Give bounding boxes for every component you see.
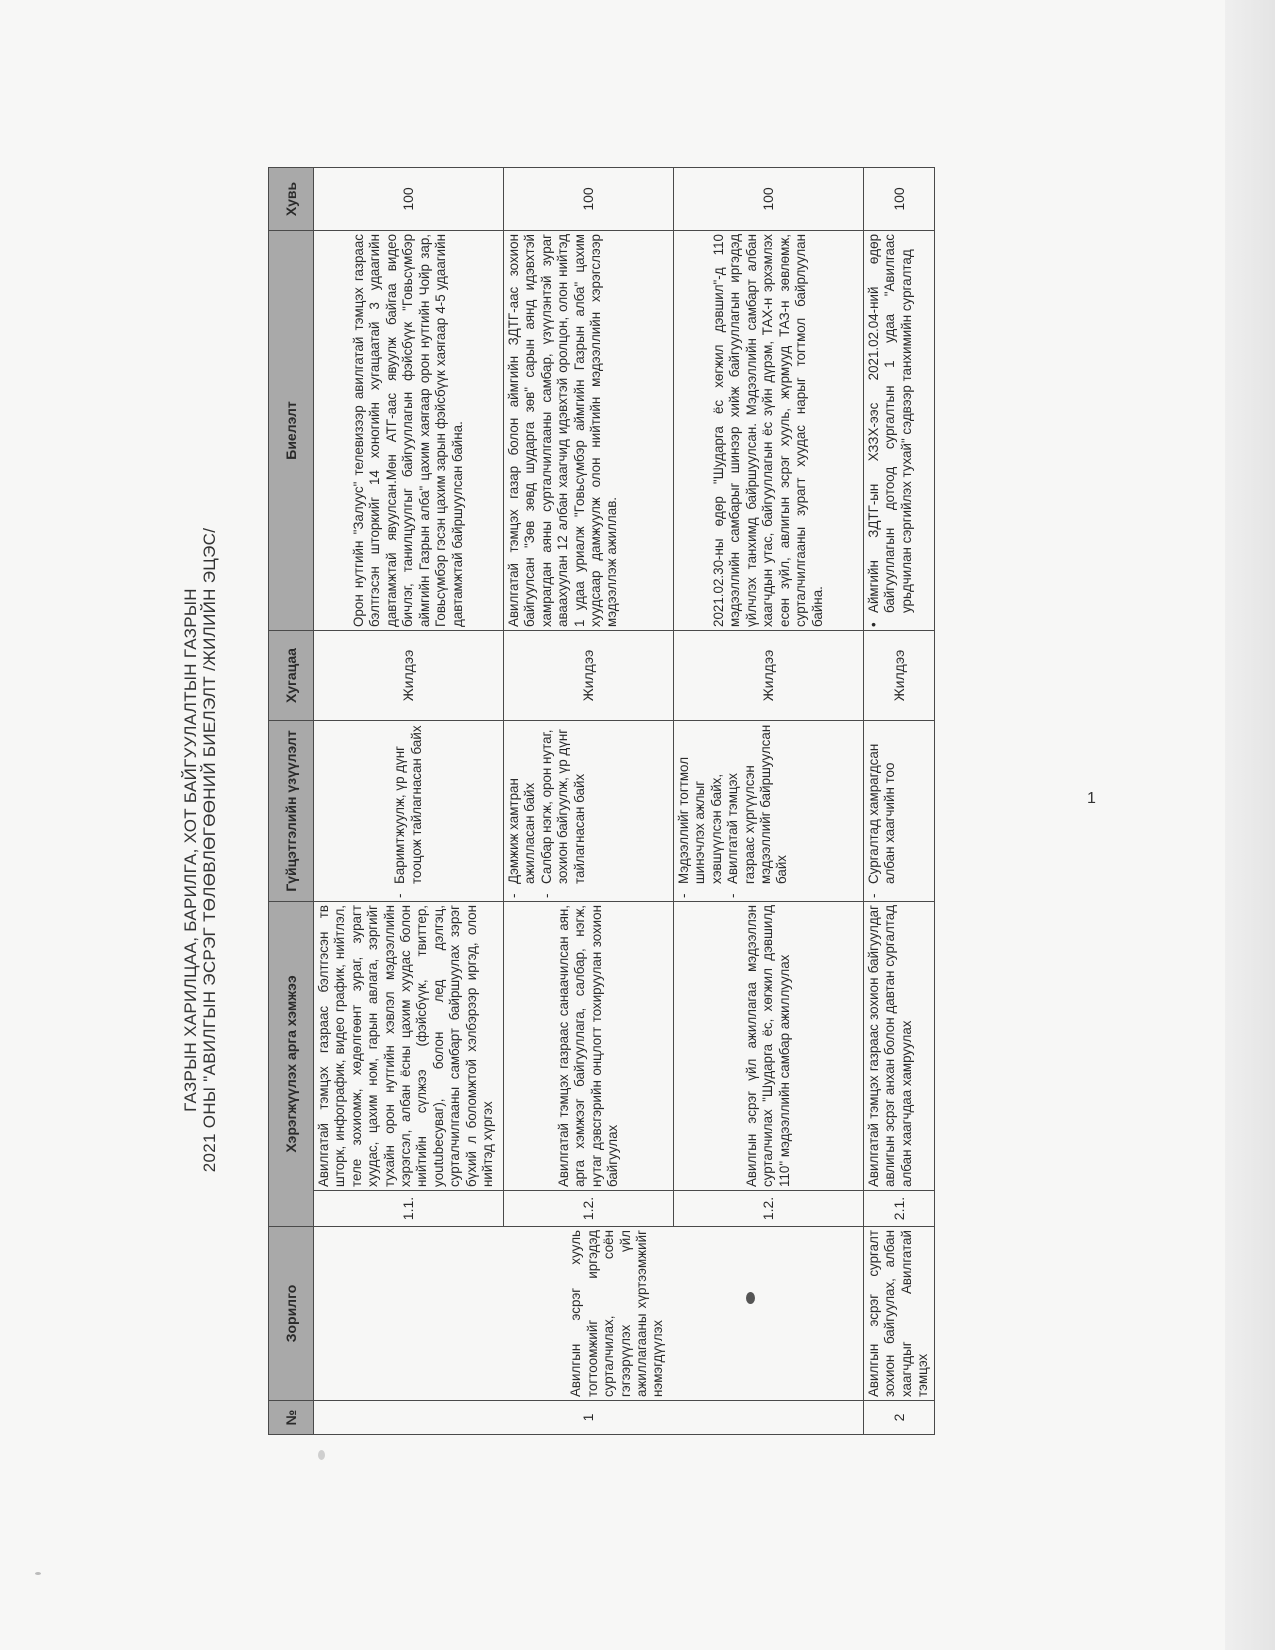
- indicator-item: Сургалтад хамрагдсан албан хаагчийн тоо: [866, 743, 898, 884]
- sub-code: 1.1.: [314, 1191, 504, 1227]
- scan-edge-shadow: [1225, 0, 1275, 1650]
- action-cell: Авилгатай тэмцэх газраас зохион байгуулдаг авлигын эсрэг анхан болон давтан сургалтад албан хаагчдаа хамруулах: [864, 901, 935, 1190]
- ink-spot: [746, 1292, 755, 1304]
- table-row: [314, 167, 504, 1434]
- page-number: 1: [1087, 790, 1096, 807]
- goal-text: Авилгын эсрэг хууль тогтоомжийг иргэдэд сурталчилах, соён гэгээрүүлэх үйл ажиллагааны хүртээмжийг нэмэгдүүлэх: [568, 1230, 666, 1397]
- percent-cell: 100: [314, 167, 504, 230]
- result-cell: Авилгатай тэмцэх газар болон аймгийн ЗДТГ-аас зохион байгуулсан "Зөв зөвд шударга зөв" сарын аянд идэвхтэй хамрагдан аяны сурталчилгааны самбар, үзүүлэнтэй зураг аваахуулан 12 албан хаагчид идэвхтэй оролцон, олон нийтэд 1 удаа уриалж "Говьсүмбэр аймгийн Газрын алба" цахим хуудсаар дамжуулж олон нийтийн мэдээллийн хэрэгслээр мэдээллэж ажиллав.: [504, 230, 674, 630]
- percent-cell: 100: [674, 167, 864, 230]
- deadline-cell: Жилдээ: [674, 630, 864, 720]
- result-cell: Орон нутгийн "Залуус" телевизээр авилгатай тэмцэх газраас бэлтгэсэн шторкийг 14 хоногийн хугацаатай 3 удаагийн давтамжтай явуулсан.Мөн АТГ-аас явуулж байгаа видео бичлэг, танилцуулгыг байгууллагын фэйсбүүк "Говьсүмбэр аймгийн Газрын алба" цахим хаягаар орон нутгийн Чойр зар, Говьсүмбэр гэсэн цахим зарын фэйсбүүк хаягаар 4-5 удаагийн давтамжтай байршуулсан байна.: [314, 230, 504, 630]
- rotated-document: [0, 100, 1148, 1600]
- indicator-cell: - Дэмжиж хамтран ажилласан байх - Салбар нэгж, орон нутаг, зохион байгуулж, үр дүнг тайлагнасан байх: [504, 720, 674, 901]
- percent-cell: 100: [504, 167, 674, 230]
- indicator-item: Авилгатай тэмцэх газраас хүргүүлсэн мэдээллийг байршуулсан байх: [725, 724, 790, 884]
- row-number: 2: [864, 1401, 935, 1435]
- result-cell: [864, 230, 935, 630]
- indicator-item: Мэдээллийг тогтмол шинэчлэх ажлыг хэвшүүлсэн байх,: [676, 756, 724, 884]
- table-header-row: [269, 167, 314, 1434]
- action-cell: Авилгатай тэмцэх газраас бэлтгэсэн тв шторк, инфографик, видео график, нийтлэл, теле зохиомж, хөдөлгөөнт зураг, зурагт хуудас, цахим ном, гарын авлага, зэргийг тухайн орон нутгийн хэвлэл мэдээллийн хэрэгсэл, албан ёсны цахим хуудас болон нийтийн сүлжээ (фэйсбүүк, твиттер, youtubecуваг), болон лед дэлгэц, сурталчилгааны самбарт байршуулах зэрэг бүхий л боломжтой хэлбэрээр иргэд, олон нийтэд хүргэх: [314, 901, 504, 1190]
- action-cell: Авилгын эсрэг үйл ажиллагаа мэдээллэн сурталчилах "Шударга ёс, хөгжил дэвшилд 110" мэдээллийн самбар ажиллуулах: [674, 901, 864, 1190]
- bullet: •: [866, 622, 881, 627]
- percent-cell: 100: [864, 167, 935, 230]
- goal-cell: [314, 1227, 864, 1401]
- col-header-action: Хэрэгжүүлэх арга хэмжээ: [269, 901, 314, 1226]
- col-header-number: №: [269, 1401, 314, 1435]
- deadline-cell: Жилдээ: [314, 630, 504, 720]
- col-header-percent: Хувь: [269, 167, 314, 230]
- deadline-cell: Жилдээ: [504, 630, 674, 720]
- scan-speck: [318, 1450, 325, 1460]
- table-row: [864, 167, 935, 1434]
- sub-code: 1.2.: [504, 1191, 674, 1227]
- result-cell: 2021.02.30-ны өдөр "Шударга ёс хөгжил дэвшил"-д 110 мэдээллийн самбарыг шинээр хийж байгууллагын иргэдэд үйлчлэх танхимд байршуулсан. Мэдээллийн самбарт албан хаагчдын утас, байгууллагын ёс зүйн дүрэм, ТАХ-н эрхэмлэх есөн зүйл, авлигын эсрэг хууль, жүрмууд ТАЗ-н зөвлөмж, сурталчилгааны зурагт хуудас нарыг тогтмол байрлуулан байна.: [674, 230, 864, 630]
- indicator-cell: - Сургалтад хамрагдсан албан хаагчийн тоо: [864, 720, 935, 901]
- indicator-cell: - Мэдээллийг тогтмол шинэчлэх ажлыг хэвшүүлсэн байх, - Авилгатай тэмцэх газраас хүргүүлсэн мэдээллийг байршуулсан байх: [674, 720, 864, 901]
- col-header-result: Биелэлт: [269, 230, 314, 630]
- indicator-item: Баримтжуулж, үр дүнг тооцож тайлагнасан байх: [392, 725, 424, 884]
- plan-report-table: [268, 167, 935, 1435]
- col-header-deadline: Хугацаа: [269, 630, 314, 720]
- result-text: Аймгийн ЗДТГ-ын ХЗЗХ-ээс 2021.02.04-ний өдөр байгууллагын дотоод сургалтын 1 удаа "Авилгаас урьдчилан сэргийлэх тухай" сэдвээр танхимийн сургалтад: [866, 233, 914, 613]
- row-number: 1: [314, 1401, 864, 1435]
- scan-speck: [35, 1572, 41, 1575]
- document-title-line-1: ГАЗРЫН ХАРИЛЦАА, БАРИЛГА, ХОТ БАЙГУУЛАЛТЫН ГАЗРЫН: [181, 588, 200, 1112]
- col-header-goal: Зорилго: [269, 1227, 314, 1401]
- deadline-cell: Жилдээ: [864, 630, 935, 720]
- col-header-indicator: Гүйцэтгэлийн үзүүлэлт: [269, 720, 314, 901]
- goal-cell: Авилгын эсрэг сургалт зохион байгуулах, албан хаагчдыг Авилгатай тэмцэх: [864, 1227, 935, 1401]
- sub-code: 1.2.: [674, 1191, 864, 1227]
- indicator-item: Дэмжиж хамтран ажилласан байх: [506, 778, 538, 884]
- action-cell: Авилгатай тэмцэх газраас санаачилсан аян, арга хэмжээг байгууллага, салбар, нэгж, нутаг дэвсгэрийн онцлогт тохируулан зохион байгуулах: [504, 901, 674, 1190]
- document-title-line-2: 2021 ОНЫ "АВИЛГЫН ЭСРЭГ ТӨЛӨВЛӨГӨӨНИЙ БИЕЛЭЛТ /ЖИЛИЙН ЭЦЭС/: [200, 527, 219, 1173]
- indicator-cell: - Баримтжуулж, үр дүнг тооцож тайлагнасан байх: [314, 720, 504, 901]
- sub-code: 2.1.: [864, 1191, 935, 1227]
- indicator-item: Салбар нэгж, орон нутаг, зохион байгуулж, үр дүнг тайлагнасан байх: [538, 728, 587, 884]
